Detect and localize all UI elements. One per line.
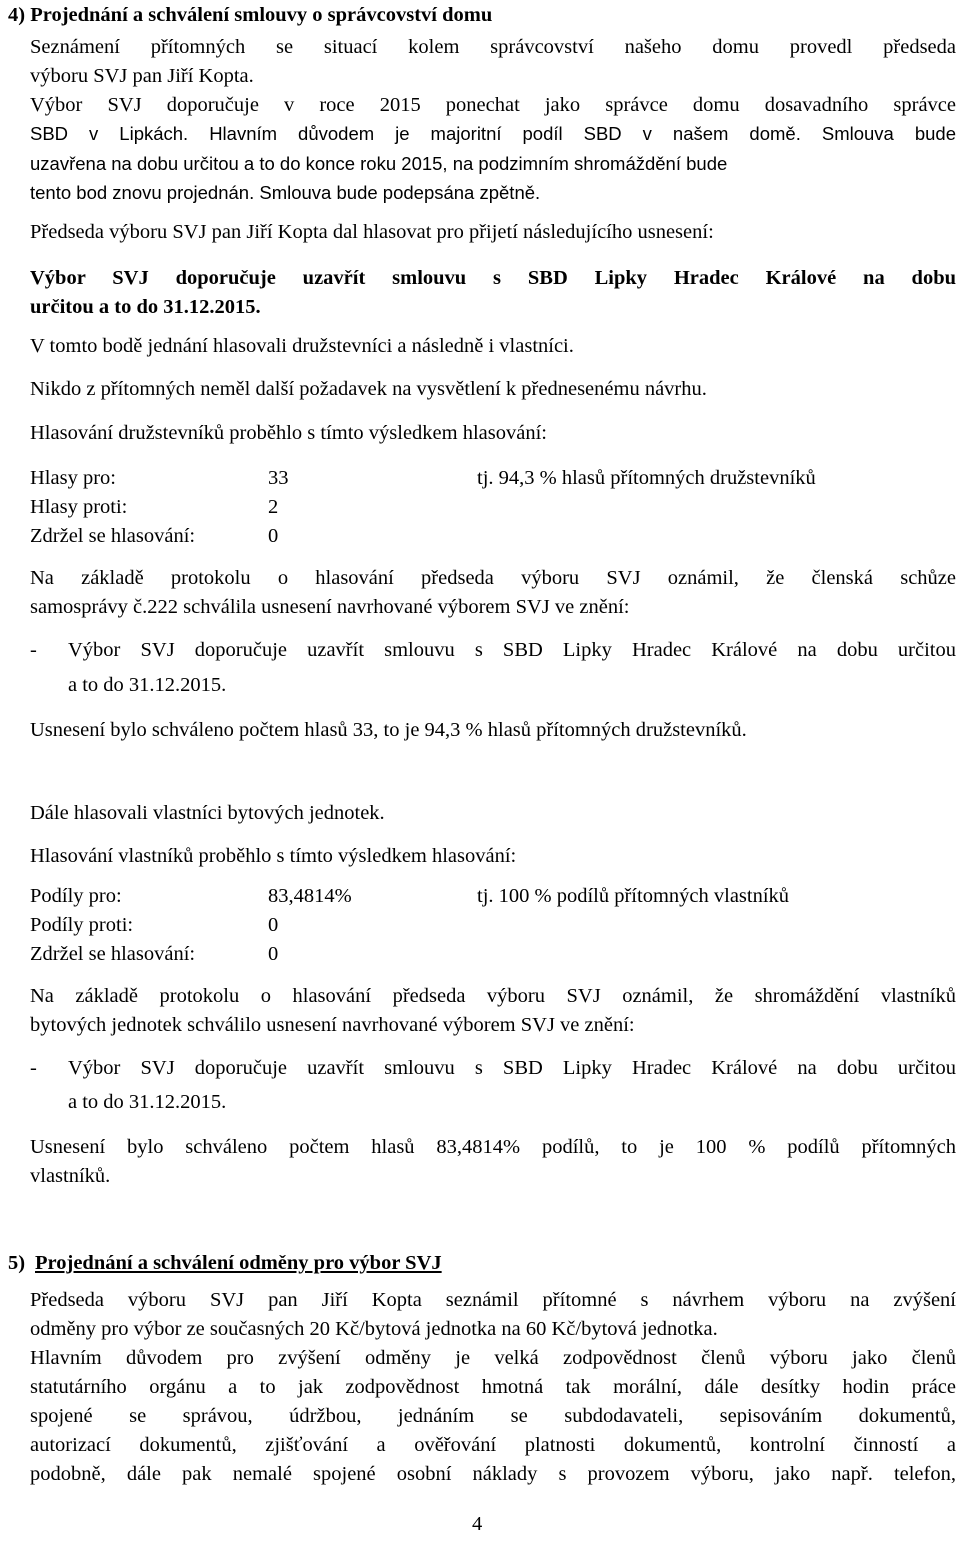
bullet-line: a to do 31.12.2015. (68, 1091, 227, 1113)
page-number: 4 (472, 1513, 483, 1535)
result-line: Usnesení bylo schváleno počtem hlasů 33, to je 94,3 % hlasů přítomných družstevníků. (30, 719, 747, 741)
note-line: Hlasování družstevníků proběhlo s tímto výsledkem hlasování: (30, 422, 547, 444)
bullet-dash: - (30, 639, 37, 661)
vote-label: Podíly proti: (30, 914, 134, 936)
section-5-heading: Projednání a schválení odměny pro výbor SVJ (35, 1252, 442, 1274)
result-line: vlastníků. (30, 1165, 111, 1187)
section-5-number: 5) (8, 1252, 26, 1274)
intro-line: SBD v Lipkách. Hlavním důvodem je majoritní podíl SBD v našem domě. Smlouva bude (30, 123, 956, 144)
resolution-line: určitou a to do 31.12.2015. (30, 296, 261, 318)
bullet-dash: - (30, 1057, 37, 1079)
note-line: V tomto bodě jednání hlasovali družstevníci a následně i vlastníci. (30, 335, 574, 357)
intro-line: uzavřena na dobu určitou a to do konce roku 2015, na podzimním shromáždění bude (30, 153, 728, 174)
vote-label: Zdržel se hlasování: (30, 525, 196, 547)
vote-call: Předseda výboru SVJ pan Jiří Kopta dal hlasovat pro přijetí následujícího usnesení: (30, 221, 714, 243)
intro-line: výboru SVJ pan Jiří Kopta. (30, 65, 254, 87)
resolution-line: Výbor SVJ doporučuje uzavřít smlouvu s SBD Lipky Hradec Králové na dobu (30, 267, 956, 289)
protocol-line: Na základě protokolu o hlasování předseda výboru SVJ oznámil, že shromáždění vlastníků (30, 985, 956, 1007)
section-5-line: spojené se správou, údržbou, jednáním se subdodavateli, sepisováním dokumentů, (30, 1405, 956, 1427)
section-5-line: autorizací dokumentů, zjišťování a ověřování platnosti dokumentů, kontrolní činností a (30, 1434, 956, 1456)
vote-value: 2 (268, 496, 279, 518)
bullet-line: Výbor SVJ doporučuje uzavřít smlouvu s SBD Lipky Hradec Králové na dobu určitou (68, 1057, 956, 1079)
vote-label: Hlasy proti: (30, 496, 128, 518)
vote-value: 0 (268, 943, 279, 965)
vote-value: 0 (268, 914, 279, 936)
section-5-line: statutárního orgánu a to jak zodpovědnost hmotná tak morální, dále desítky hodin práce (30, 1376, 956, 1398)
vote-value: 83,4814% (268, 885, 352, 907)
section-4-heading: 4) Projednání a schválení smlouvy o správcovství domu (8, 4, 493, 26)
bullet-line: a to do 31.12.2015. (68, 674, 227, 696)
protocol-line: bytových jednotek schválilo usnesení navrhované výborem SVJ ve znění: (30, 1014, 635, 1036)
result-line: Usnesení bylo schváleno počtem hlasů 83,4814% podílů, to je 100 % podílů přítomných (30, 1136, 956, 1158)
vote-label: Podíly pro: (30, 885, 122, 907)
protocol-line: Na základě protokolu o hlasování předseda výboru SVJ oznámil, že členská schůze (30, 567, 956, 589)
vote-label: Hlasy pro: (30, 467, 116, 489)
section-5-line: odměny pro výbor ze současných 20 Kč/bytová jednotka na 60 Kč/bytová jednotka. (30, 1318, 718, 1340)
intro-line: tento bod znovu projednán. Smlouva bude podepsána zpětně. (30, 182, 541, 203)
protocol-line: samosprávy č.222 schválila usnesení navrhované výborem SVJ ve znění: (30, 596, 630, 618)
section-5-line: Předseda výboru SVJ pan Jiří Kopta seznámil přítomné s návrhem výboru na zvýšení (30, 1289, 956, 1311)
vote-note: tj. 94,3 % hlasů přítomných družstevníků (477, 467, 816, 489)
vote-note: tj. 100 % podílů přítomných vlastníků (477, 885, 790, 907)
vote-value: 0 (268, 525, 279, 547)
vote-label: Zdržel se hlasování: (30, 943, 196, 965)
owners-intro-line: Dále hlasovali vlastníci bytových jednotek. (30, 802, 385, 824)
section-5-line: Hlavním důvodem pro zvýšení odměny je velká zodpovědnost členů výboru jako členů (30, 1347, 956, 1369)
intro-line: Seznámení přítomných se situací kolem správcovství našeho domu provedl předseda (30, 36, 956, 58)
bullet-line: Výbor SVJ doporučuje uzavřít smlouvu s SBD Lipky Hradec Králové na dobu určitou (68, 639, 956, 661)
note-line: Nikdo z přítomných neměl další požadavek na vysvětlení k přednesenému návrhu. (30, 378, 707, 400)
vote-value: 33 (268, 467, 289, 489)
section-5-line: podobně, dále pak nemalé spojené osobní náklady s provozem výboru, jako např. telefon, (30, 1463, 956, 1485)
intro-line: Výbor SVJ doporučuje v roce 2015 ponechat jako správce domu dosavadního správce (30, 94, 956, 116)
owners-intro-line: Hlasování vlastníků proběhlo s tímto výsledkem hlasování: (30, 845, 517, 867)
